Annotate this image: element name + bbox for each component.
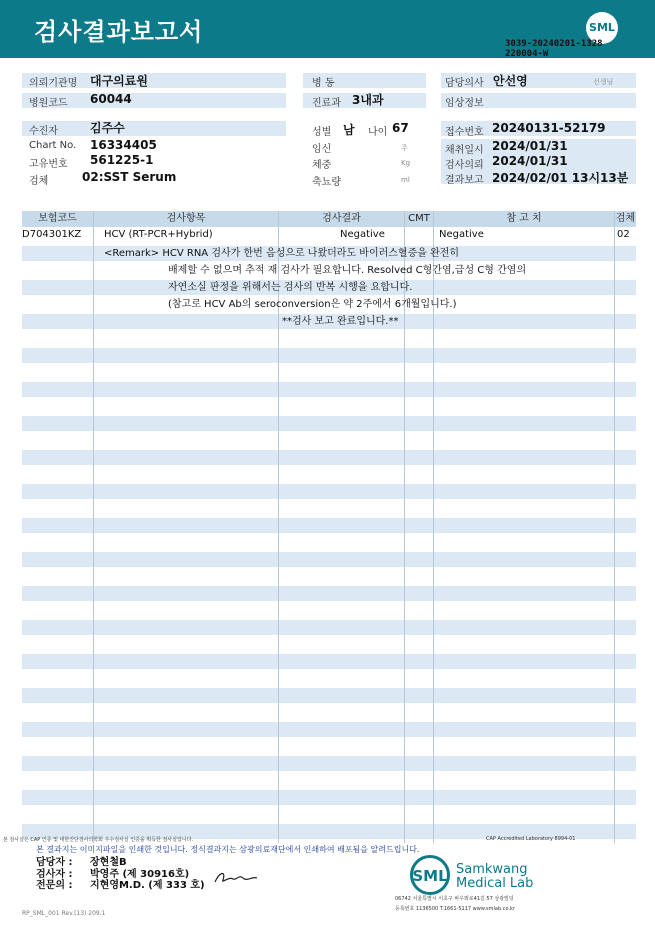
dept-value: 3내과 [352,93,384,107]
chart-label: Chart No. [29,140,77,151]
col-header-code: 보험코드 [22,211,93,227]
doctor-value: 안선영 [493,74,528,88]
institution-value: 대구의료원 [90,74,148,88]
doctor-label: 담당의사 [445,78,484,89]
table-stripe [22,722,636,737]
table-stripe [22,756,636,771]
hospital-code-label: 병원코드 [29,98,68,109]
examiner-label: 검사자 : [36,869,73,880]
document-number [505,39,603,59]
table-stripe [22,688,636,703]
remark-line: (참고로 HCV Ab의 seroconversion은 약 2주에서 6개월입니다.) [168,299,457,310]
company-name-line1: Samkwang [456,862,528,877]
id-value: 561225-1 [90,153,154,167]
company-name [456,863,533,891]
pregnancy-unit: 주 [401,144,408,152]
person-value: 장현철B [90,857,127,868]
col-header-reference: 참 고 치 [434,211,614,227]
pregnancy-label: 임신 [312,144,332,155]
table-stripe [22,348,636,363]
report-value: 2024/02/01 13시13분 [492,171,629,185]
sex-value: 남 [343,123,355,137]
signature-icon [212,868,260,886]
urine-unit: ml [401,176,410,184]
remark-line: <Remark> HCV RNA 검사가 한번 음성으로 나왔더라도 바이러스혈증을 완전히 [104,248,460,259]
urine-label: 축뇨량 [312,177,341,188]
table-stripe [22,450,636,465]
samkwang-logo-icon [406,855,454,897]
column-divider [614,211,615,843]
age-label: 나이 [368,127,388,138]
hospital-code-value: 60044 [90,92,132,106]
info-band [22,121,286,136]
document-number-line2: 220004-W [505,49,549,59]
company-name-line2: Medical Lab [456,876,534,891]
collect-value: 2024/01/31 [492,139,568,153]
table-stripe [22,620,636,635]
patient-label: 수진자 [29,126,58,137]
age-value: 67 [392,121,409,135]
document-number-line1: 3039-20240201-1328 [505,39,603,49]
accession-value: 20240131-52179 [492,121,606,135]
sex-label: 성별 [312,127,332,138]
id-label: 고유번호 [29,159,68,170]
fine-print-left: 본 검사실은 CAP 인증 및 대한진단검사의학회 우수검사실 인증을 획득한 검사실입니다. [3,837,194,843]
specimen-label: 검체 [29,176,49,187]
company-address: 06742 서울특별시 서초구 바우뫼로41길 57 삼광빌딩 [395,896,514,902]
row-result: Negative [340,229,385,240]
row-specimen: 02 [617,229,630,240]
clinical-label: 임상정보 [445,98,484,109]
print-notice: 본 결과지는 이미지파일을 인쇄한 것입니다. 정식결과지는 삼광의료재단에서 인쇄하여 배포됨을 알려드립니다. [36,845,420,854]
remark-line: 배제할 수 없으며 추적 재 검사가 필요합니다. Resolved C형간염,급성 C형 간염의 [168,265,527,276]
table-stripe [22,552,636,567]
table-stripe [22,586,636,601]
company-business: 등록번호 1136500 T.1661-5117 www.smlab.co.kr [395,906,516,912]
examiner-value: 박영주 (제 30916호) [90,869,190,880]
remark-line: 자연소실 판정을 위해서는 검사의 반복 시행을 요합니다. [168,282,413,293]
col-header-specimen: 검체 [615,211,636,227]
table-stripe [22,416,636,431]
logo-text-large: SML [412,867,448,885]
table-stripe [22,654,636,669]
col-header-cmt: CMT [405,211,433,227]
col-header-result: 검사결과 [279,211,404,227]
table-stripe [22,382,636,397]
column-divider [93,211,94,843]
report-title: 검사결과보고서 [34,18,204,46]
specialist-value: 지현영M.D. (제 333 호) [90,880,205,891]
patient-value: 김주수 [90,121,125,135]
ward-label: 병 동 [312,78,335,89]
report-label: 결과보고 [445,175,484,186]
remark-line: **검사 보고 완료입니다.** [282,316,399,327]
table-stripe [22,518,636,533]
chart-value: 16334405 [90,138,157,152]
request-label: 검사의뢰 [445,160,484,171]
fine-print-right: CAP Accredited Laboratory 8994-01 [486,836,576,842]
table-stripe [22,484,636,499]
weight-label: 체중 [312,160,332,171]
row-item: HCV (RT-PCR+Hybrid) [104,229,213,240]
specimen-value: 02:SST Serum [82,170,177,184]
collect-label: 채취일시 [445,145,484,156]
institution-label: 의뢰기관명 [29,78,78,89]
table-stripe [22,790,636,805]
row-reference: Negative [439,229,484,240]
specialist-label: 전문의 : [36,880,73,891]
doctor-suffix: 선생님 [593,78,614,86]
accession-label: 접수번호 [445,127,484,138]
person-label: 담당자 : [36,857,73,868]
row-code: D704301KZ [22,229,82,240]
form-code: RP_SML_001 Rev.(13) 209.1 [22,910,106,917]
logo-text: SML [589,21,615,34]
request-value: 2024/01/31 [492,154,568,168]
col-header-item: 검사항목 [94,211,278,227]
weight-unit: Kg [401,159,411,167]
dept-label: 진료과 [312,98,341,109]
